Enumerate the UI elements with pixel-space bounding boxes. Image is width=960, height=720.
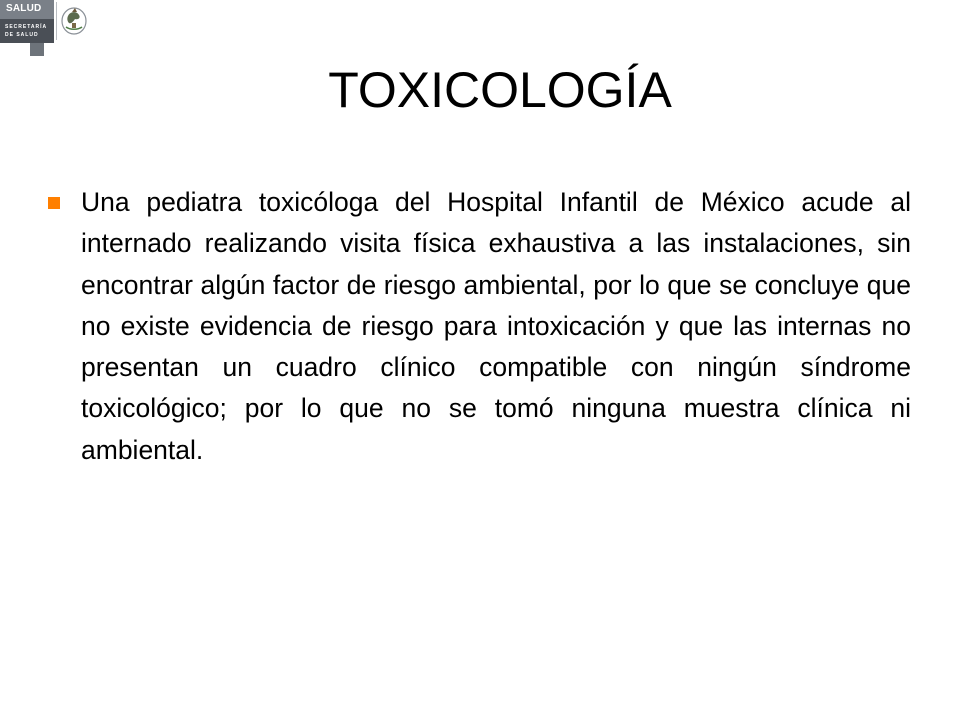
logo-secretaria-text: SECRETARÍA — [5, 24, 48, 30]
logo-divider — [56, 2, 57, 40]
bullet-paragraph: Una pediatra toxicóloga del Hospital Infantil de México acude al internado realizando visita física exhaustiva a las instalaciones, sin encontrar algún factor de riesgo ambiental, por lo que se concluye que no existe evidencia de riesgo para intoxicación y que las internas no presentan un cuadro clínico compatible con ningún síndrome toxicológico; por lo que no se tomó ninguna muestra clínica ni ambiental. — [81, 187, 911, 465]
logo-de-salud-text: DE SALUD — [5, 32, 39, 38]
slide-title: TOXICOLOGÍA — [328, 62, 672, 118]
square-bullet-icon — [48, 197, 60, 209]
mexican-coat-of-arms-icon — [59, 2, 89, 38]
logo-brand-text: SALUD — [6, 3, 42, 14]
logo-secretaria-bar — [0, 19, 54, 43]
secretaria-de-salud-logo — [0, 0, 92, 56]
logo-stem — [30, 43, 44, 56]
